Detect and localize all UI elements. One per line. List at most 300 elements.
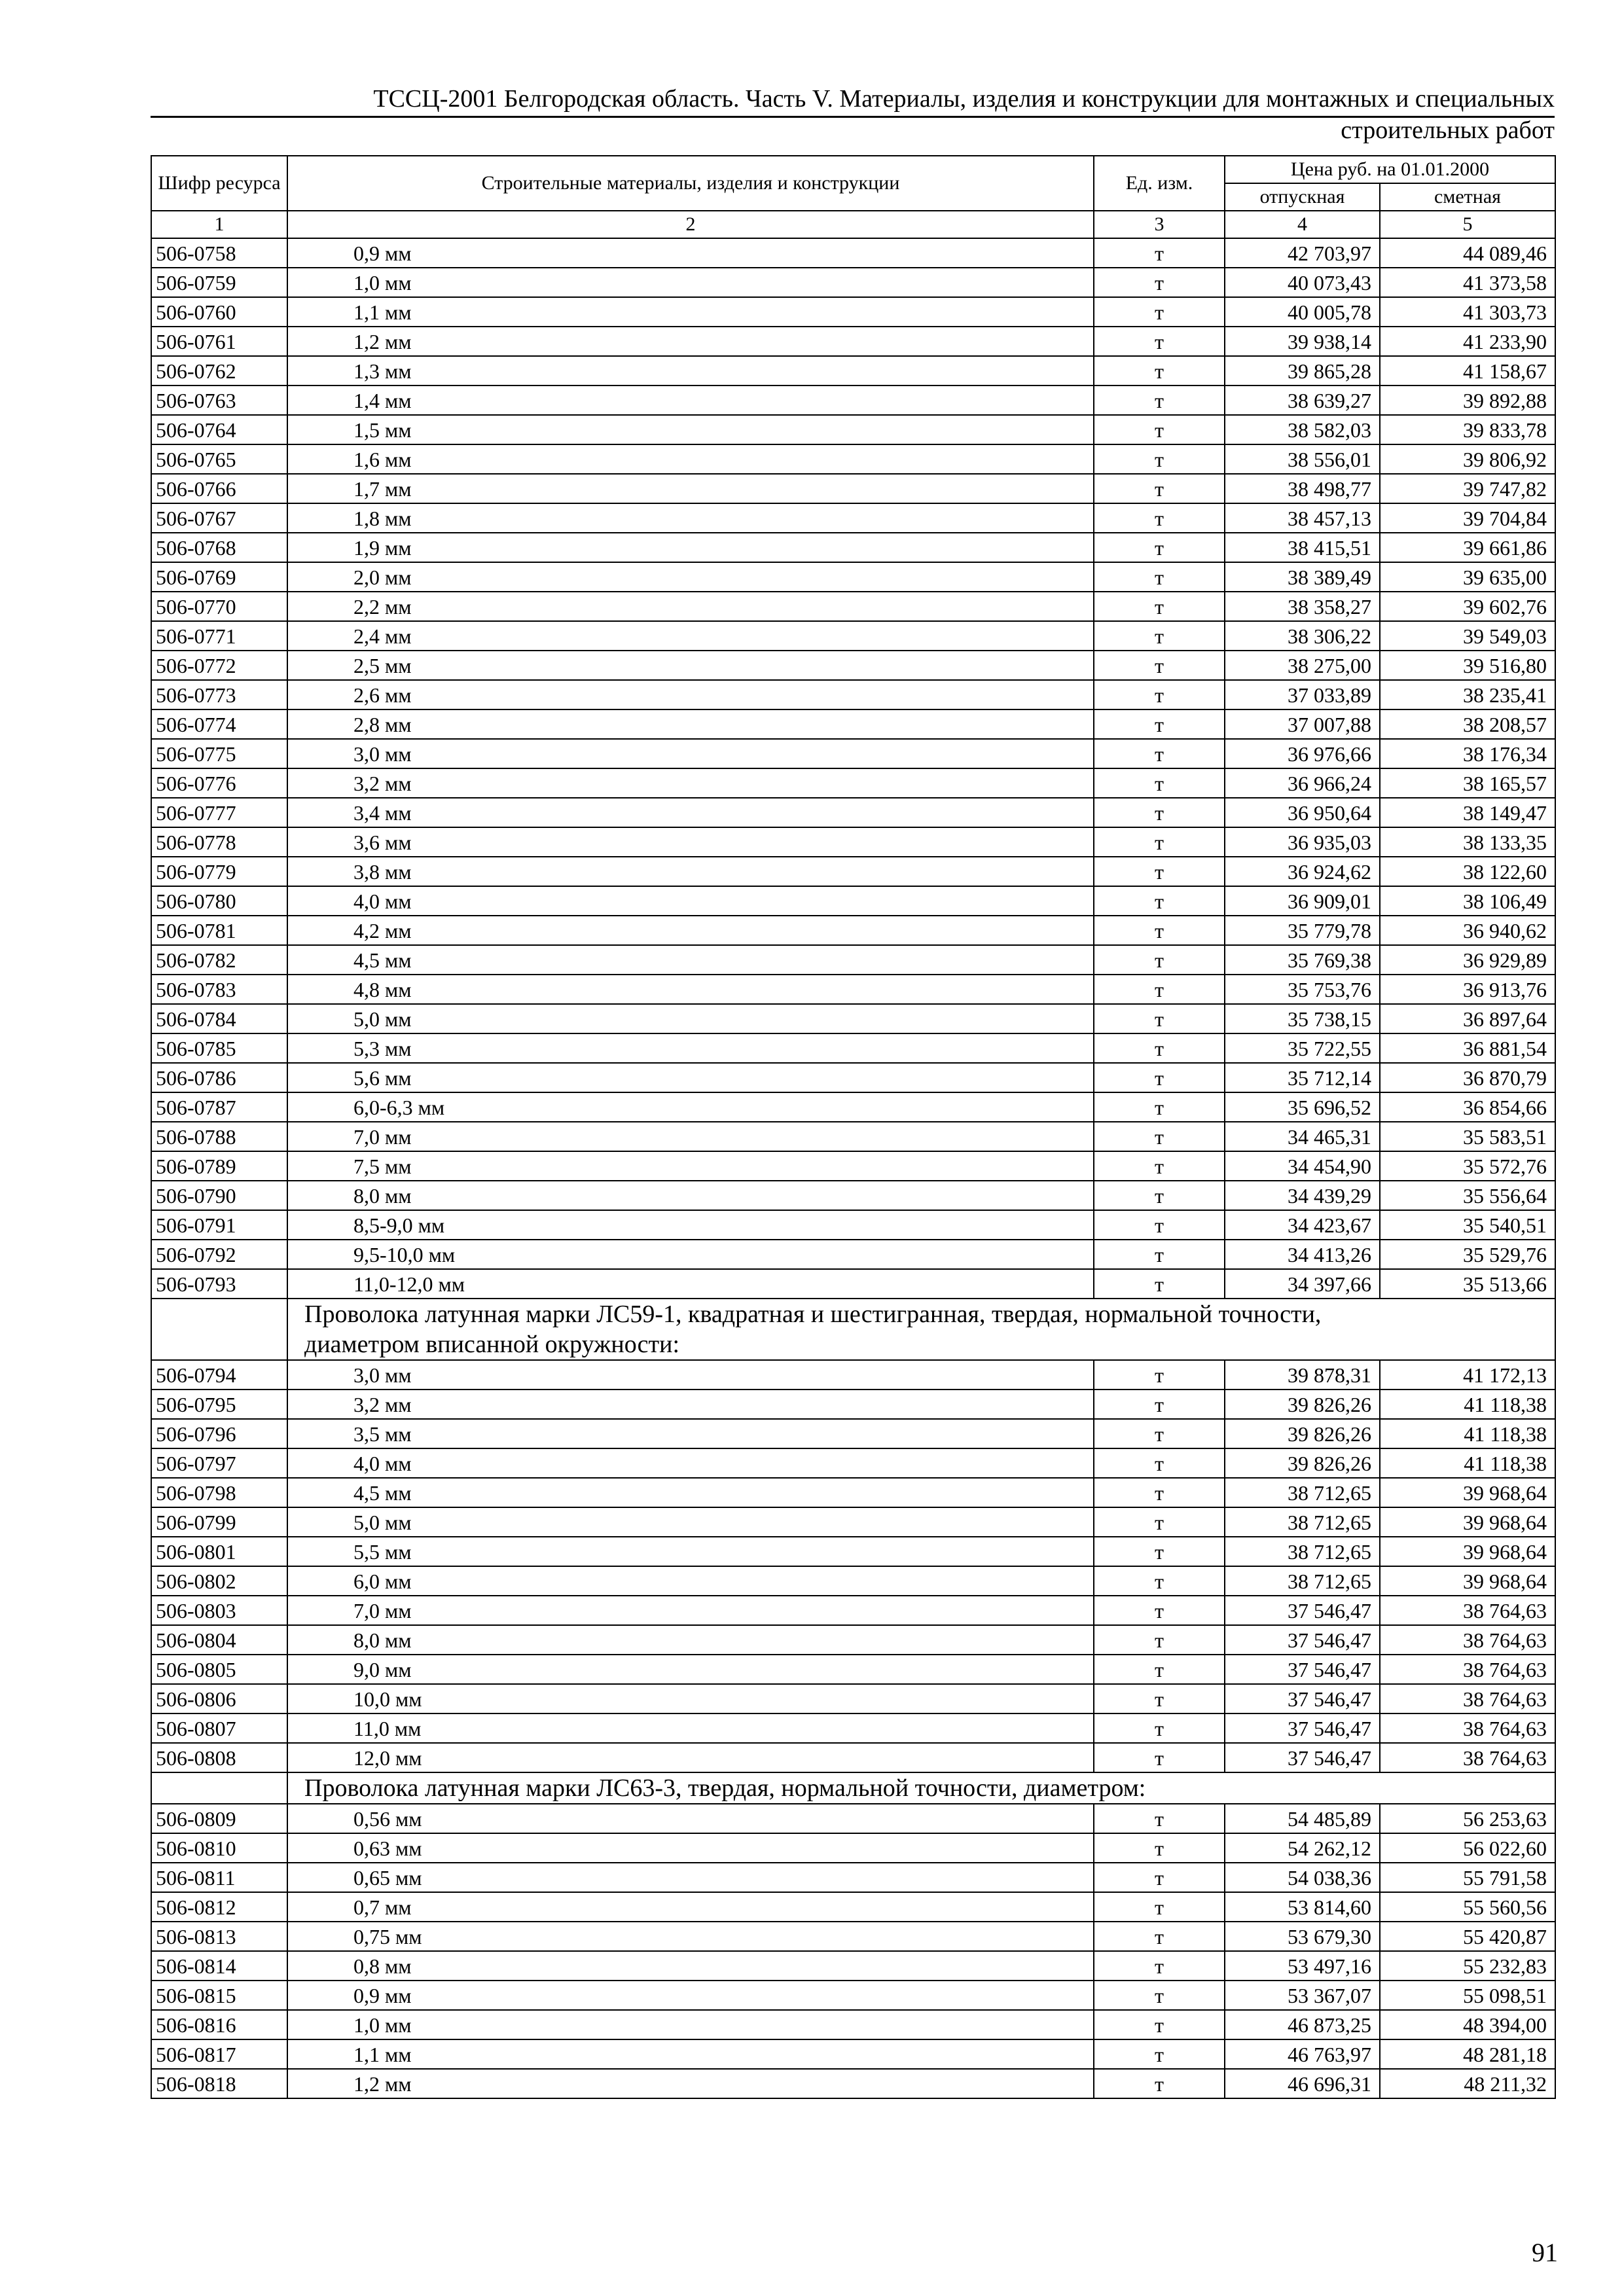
release-price: 42 703,97: [1225, 238, 1380, 268]
material-name: 8,0 мм: [287, 1625, 1094, 1655]
resource-code: 506-0771: [151, 621, 287, 651]
table-row: [151, 1981, 1555, 2010]
resource-code: 506-0793: [151, 1269, 287, 1299]
estimate-price: 38 208,57: [1380, 709, 1555, 739]
release-price: 38 275,00: [1225, 651, 1380, 680]
resource-code: 506-0764: [151, 415, 287, 444]
resource-code: 506-0772: [151, 651, 287, 680]
header-name: Строительные материалы, изделия и конструкции: [287, 156, 1094, 211]
unit-of-measure: т: [1094, 2069, 1225, 2098]
release-price: 40 005,78: [1225, 297, 1380, 327]
release-price: 38 457,13: [1225, 503, 1380, 533]
unit-of-measure: т: [1094, 680, 1225, 709]
unit-of-measure: т: [1094, 1684, 1225, 1713]
resource-code: 506-0804: [151, 1625, 287, 1655]
material-name: 0,75 мм: [287, 1922, 1094, 1951]
resource-code: 506-0813: [151, 1922, 287, 1951]
unit-of-measure: т: [1094, 386, 1225, 415]
estimate-price: 38 235,41: [1380, 680, 1555, 709]
resource-code: 506-0763: [151, 386, 287, 415]
material-name: 4,0 мм: [287, 1448, 1094, 1478]
unit-of-measure: т: [1094, 768, 1225, 798]
estimate-price: 38 149,47: [1380, 798, 1555, 827]
table-row: [151, 562, 1555, 592]
estimate-price: 38 764,63: [1380, 1625, 1555, 1655]
unit-of-measure: т: [1094, 1507, 1225, 1537]
table-row: [151, 1122, 1555, 1151]
material-name: 0,8 мм: [287, 1951, 1094, 1981]
release-price: 53 367,07: [1225, 1981, 1380, 2010]
table-row: [151, 238, 1555, 268]
estimate-price: 48 211,32: [1380, 2069, 1555, 2098]
unit-of-measure: т: [1094, 1269, 1225, 1299]
section-title: Проволока латунная марки ЛС59-1, квадратная и шестигранная, твердая, нормальной точности, диаметром вписанной окружности:: [287, 1299, 1555, 1360]
unit-of-measure: т: [1094, 503, 1225, 533]
release-price: 53 814,60: [1225, 1892, 1380, 1922]
unit-of-measure: т: [1094, 945, 1225, 975]
table-row: [151, 1181, 1555, 1210]
resource-code: 506-0775: [151, 739, 287, 768]
unit-of-measure: т: [1094, 592, 1225, 621]
table-row: [151, 1537, 1555, 1566]
unit-of-measure: т: [1094, 415, 1225, 444]
estimate-price: 38 764,63: [1380, 1743, 1555, 1772]
unit-of-measure: т: [1094, 827, 1225, 857]
release-price: 38 712,65: [1225, 1507, 1380, 1537]
material-name: 1,2 мм: [287, 327, 1094, 356]
material-name: 4,5 мм: [287, 1478, 1094, 1507]
estimate-price: 38 122,60: [1380, 857, 1555, 886]
material-name: 8,5-9,0 мм: [287, 1210, 1094, 1240]
unit-of-measure: т: [1094, 1625, 1225, 1655]
estimate-price: 36 881,54: [1380, 1033, 1555, 1063]
unit-of-measure: т: [1094, 1892, 1225, 1922]
unit-of-measure: т: [1094, 1033, 1225, 1063]
table-row: [151, 709, 1555, 739]
estimate-price: 41 158,67: [1380, 356, 1555, 386]
resource-code: 506-0809: [151, 1804, 287, 1833]
resource-code: 506-0810: [151, 1833, 287, 1863]
table-row: [151, 268, 1555, 297]
release-price: 37 033,89: [1225, 680, 1380, 709]
release-price: 38 712,65: [1225, 1537, 1380, 1566]
estimate-price: 35 583,51: [1380, 1122, 1555, 1151]
estimate-price: 39 968,64: [1380, 1537, 1555, 1566]
resource-code: 506-0769: [151, 562, 287, 592]
unit-of-measure: т: [1094, 916, 1225, 945]
resource-code: 506-0811: [151, 1863, 287, 1892]
estimate-price: 38 106,49: [1380, 886, 1555, 916]
resource-code: 506-0784: [151, 1004, 287, 1033]
estimate-price: 36 897,64: [1380, 1004, 1555, 1033]
release-price: 46 763,97: [1225, 2039, 1380, 2069]
estimate-price: 39 968,64: [1380, 1566, 1555, 1596]
table-row: [151, 1596, 1555, 1625]
release-price: 38 306,22: [1225, 621, 1380, 651]
release-price: 38 358,27: [1225, 592, 1380, 621]
estimate-price: 39 635,00: [1380, 562, 1555, 592]
material-name: 1,1 мм: [287, 2039, 1094, 2069]
release-price: 35 712,14: [1225, 1063, 1380, 1092]
material-name: 4,0 мм: [287, 886, 1094, 916]
estimate-price: 39 806,92: [1380, 444, 1555, 474]
table-row: [151, 798, 1555, 827]
table-row: [151, 1713, 1555, 1743]
resource-code: 506-0796: [151, 1419, 287, 1448]
material-name: 5,5 мм: [287, 1537, 1094, 1566]
material-name: 2,8 мм: [287, 709, 1094, 739]
material-name: 12,0 мм: [287, 1743, 1094, 1772]
resource-code: 506-0807: [151, 1713, 287, 1743]
estimate-price: 38 764,63: [1380, 1713, 1555, 1743]
release-price: 38 639,27: [1225, 386, 1380, 415]
material-name: 7,0 мм: [287, 1596, 1094, 1625]
release-price: 54 262,12: [1225, 1833, 1380, 1863]
section-row: [151, 1772, 1555, 1804]
material-name: 0,9 мм: [287, 238, 1094, 268]
material-name: 2,5 мм: [287, 651, 1094, 680]
resource-code: 506-0785: [151, 1033, 287, 1063]
unit-of-measure: т: [1094, 1448, 1225, 1478]
material-name: 3,4 мм: [287, 798, 1094, 827]
estimate-price: 35 572,76: [1380, 1151, 1555, 1181]
header-code: Шифр ресурса: [151, 156, 287, 211]
unit-of-measure: т: [1094, 1537, 1225, 1566]
estimate-price: 55 791,58: [1380, 1863, 1555, 1892]
table-row: [151, 356, 1555, 386]
document-header-line1: ТССЦ-2001 Белгородская область. Часть V. Материалы, изделия и конструкции для монтажных и специальных: [373, 85, 1555, 113]
release-price: 35 753,76: [1225, 975, 1380, 1004]
resource-code: 506-0761: [151, 327, 287, 356]
estimate-price: 39 661,86: [1380, 533, 1555, 562]
release-price: 34 439,29: [1225, 1181, 1380, 1210]
unit-of-measure: т: [1094, 1122, 1225, 1151]
material-name: 9,5-10,0 мм: [287, 1240, 1094, 1269]
estimate-price: 39 968,64: [1380, 1478, 1555, 1507]
table-row: [151, 1743, 1555, 1772]
release-price: 35 722,55: [1225, 1033, 1380, 1063]
resource-code: 506-0803: [151, 1596, 287, 1625]
material-name: 1,7 мм: [287, 474, 1094, 503]
unit-of-measure: т: [1094, 1566, 1225, 1596]
table-row: [151, 1655, 1555, 1684]
material-name: 1,0 мм: [287, 268, 1094, 297]
estimate-price: 39 833,78: [1380, 415, 1555, 444]
material-name: 8,0 мм: [287, 1181, 1094, 1210]
release-price: 53 679,30: [1225, 1922, 1380, 1951]
unit-of-measure: т: [1094, 1478, 1225, 1507]
material-name: 5,0 мм: [287, 1507, 1094, 1537]
release-price: 36 976,66: [1225, 739, 1380, 768]
material-name: 7,0 мм: [287, 1122, 1094, 1151]
unit-of-measure: т: [1094, 1655, 1225, 1684]
release-price: 38 498,77: [1225, 474, 1380, 503]
material-name: 2,2 мм: [287, 592, 1094, 621]
resource-code: 506-0812: [151, 1892, 287, 1922]
material-name: 1,8 мм: [287, 503, 1094, 533]
release-price: 40 073,43: [1225, 268, 1380, 297]
resource-code: 506-0816: [151, 2010, 287, 2039]
estimate-price: 36 929,89: [1380, 945, 1555, 975]
header-estimate-price: сметная: [1380, 183, 1555, 211]
unit-of-measure: т: [1094, 1063, 1225, 1092]
table-body: [151, 238, 1555, 2098]
section-empty-cell: [151, 1299, 287, 1360]
resource-code: 506-0777: [151, 798, 287, 827]
material-name: 1,0 мм: [287, 2010, 1094, 2039]
release-price: 36 924,62: [1225, 857, 1380, 886]
estimate-price: 35 513,66: [1380, 1269, 1555, 1299]
release-price: 38 582,03: [1225, 415, 1380, 444]
table-row: [151, 945, 1555, 975]
material-name: 0,65 мм: [287, 1863, 1094, 1892]
unit-of-measure: т: [1094, 1922, 1225, 1951]
estimate-price: 39 549,03: [1380, 621, 1555, 651]
release-price: 39 826,26: [1225, 1448, 1380, 1478]
release-price: 34 413,26: [1225, 1240, 1380, 1269]
release-price: 54 485,89: [1225, 1804, 1380, 1833]
material-name: 6,0 мм: [287, 1566, 1094, 1596]
column-index: 4: [1225, 211, 1380, 238]
table-row: [151, 1448, 1555, 1478]
table-row: [151, 916, 1555, 945]
estimate-price: 39 602,76: [1380, 592, 1555, 621]
table-row: [151, 1922, 1555, 1951]
release-price: 39 826,26: [1225, 1419, 1380, 1448]
release-price: 35 696,52: [1225, 1092, 1380, 1122]
resource-code: 506-0782: [151, 945, 287, 975]
material-name: 0,7 мм: [287, 1892, 1094, 1922]
resource-code: 506-0781: [151, 916, 287, 945]
table-row: [151, 1478, 1555, 1507]
release-price: 38 389,49: [1225, 562, 1380, 592]
table-row: [151, 592, 1555, 621]
release-price: 37 546,47: [1225, 1743, 1380, 1772]
estimate-price: 41 233,90: [1380, 327, 1555, 356]
unit-of-measure: т: [1094, 1863, 1225, 1892]
material-name: 11,0-12,0 мм: [287, 1269, 1094, 1299]
material-name: 1,5 мм: [287, 415, 1094, 444]
estimate-price: 56 253,63: [1380, 1804, 1555, 1833]
resource-code: 506-0783: [151, 975, 287, 1004]
unit-of-measure: т: [1094, 2010, 1225, 2039]
table-row: [151, 1240, 1555, 1269]
release-price: 39 938,14: [1225, 327, 1380, 356]
table-row: [151, 680, 1555, 709]
material-name: 2,0 мм: [287, 562, 1094, 592]
estimate-price: 38 176,34: [1380, 739, 1555, 768]
material-name: 0,56 мм: [287, 1804, 1094, 1833]
unit-of-measure: т: [1094, 1419, 1225, 1448]
material-name: 6,0-6,3 мм: [287, 1092, 1094, 1122]
release-price: 34 454,90: [1225, 1151, 1380, 1181]
table-row: [151, 1151, 1555, 1181]
estimate-price: 35 556,64: [1380, 1181, 1555, 1210]
table-row: [151, 857, 1555, 886]
material-name: 1,6 мм: [287, 444, 1094, 474]
estimate-price: 39 892,88: [1380, 386, 1555, 415]
table-row: [151, 2039, 1555, 2069]
material-name: 0,63 мм: [287, 1833, 1094, 1863]
estimate-price: 38 165,57: [1380, 768, 1555, 798]
resource-code: 506-0759: [151, 268, 287, 297]
estimate-price: 35 529,76: [1380, 1240, 1555, 1269]
table-row: [151, 1360, 1555, 1390]
table-row: [151, 2069, 1555, 2098]
table-row: [151, 827, 1555, 857]
resource-code: 506-0776: [151, 768, 287, 798]
resource-code: 506-0818: [151, 2069, 287, 2098]
release-price: 46 696,31: [1225, 2069, 1380, 2098]
unit-of-measure: т: [1094, 444, 1225, 474]
material-name: 3,6 мм: [287, 827, 1094, 857]
resource-code: 506-0786: [151, 1063, 287, 1092]
unit-of-measure: т: [1094, 1981, 1225, 2010]
material-name: 2,4 мм: [287, 621, 1094, 651]
material-name: 10,0 мм: [287, 1684, 1094, 1713]
table-row: [151, 886, 1555, 916]
table-row: [151, 1063, 1555, 1092]
table-row: [151, 474, 1555, 503]
resource-code: 506-0805: [151, 1655, 287, 1684]
material-name: 3,0 мм: [287, 739, 1094, 768]
material-name: 5,6 мм: [287, 1063, 1094, 1092]
resource-code: 506-0767: [151, 503, 287, 533]
release-price: 39 865,28: [1225, 356, 1380, 386]
resource-code: 506-0791: [151, 1210, 287, 1240]
resource-code: 506-0789: [151, 1151, 287, 1181]
unit-of-measure: т: [1094, 1833, 1225, 1863]
unit-of-measure: т: [1094, 238, 1225, 268]
estimate-price: 36 854,66: [1380, 1092, 1555, 1122]
material-name: 1,9 мм: [287, 533, 1094, 562]
estimate-price: 41 118,38: [1380, 1390, 1555, 1419]
resource-code: 506-0766: [151, 474, 287, 503]
material-name: 3,2 мм: [287, 1390, 1094, 1419]
release-price: 38 712,65: [1225, 1566, 1380, 1596]
release-price: 38 556,01: [1225, 444, 1380, 474]
resource-code: 506-0765: [151, 444, 287, 474]
material-name: 1,1 мм: [287, 297, 1094, 327]
material-name: 7,5 мм: [287, 1151, 1094, 1181]
unit-of-measure: т: [1094, 709, 1225, 739]
unit-of-measure: т: [1094, 798, 1225, 827]
table-row: [151, 1684, 1555, 1713]
estimate-price: 44 089,46: [1380, 238, 1555, 268]
unit-of-measure: т: [1094, 1181, 1225, 1210]
material-name: 1,2 мм: [287, 2069, 1094, 2098]
unit-of-measure: т: [1094, 1390, 1225, 1419]
unit-of-measure: т: [1094, 562, 1225, 592]
resource-code: 506-0794: [151, 1360, 287, 1390]
resource-code: 506-0792: [151, 1240, 287, 1269]
resource-code: 506-0797: [151, 1448, 287, 1478]
resource-code: 506-0774: [151, 709, 287, 739]
estimate-price: 41 118,38: [1380, 1419, 1555, 1448]
column-index: 2: [287, 211, 1094, 238]
estimate-price: 55 098,51: [1380, 1981, 1555, 2010]
resource-code: 506-0817: [151, 2039, 287, 2069]
column-index: 1: [151, 211, 287, 238]
table-row: [151, 327, 1555, 356]
table-row: [151, 1625, 1555, 1655]
release-price: 37 546,47: [1225, 1596, 1380, 1625]
release-price: 35 738,15: [1225, 1004, 1380, 1033]
table-row: [151, 1804, 1555, 1833]
resource-code: 506-0762: [151, 356, 287, 386]
material-name: 3,5 мм: [287, 1419, 1094, 1448]
release-price: 53 497,16: [1225, 1951, 1380, 1981]
material-name: 3,2 мм: [287, 768, 1094, 798]
table-row: [151, 444, 1555, 474]
unit-of-measure: т: [1094, 651, 1225, 680]
table-row: [151, 1092, 1555, 1122]
document-header-line2: строительных работ: [1341, 117, 1555, 144]
resource-code: 506-0779: [151, 857, 287, 886]
estimate-price: 56 022,60: [1380, 1833, 1555, 1863]
estimate-price: 48 394,00: [1380, 2010, 1555, 2039]
material-name: 4,2 мм: [287, 916, 1094, 945]
resource-code: 506-0787: [151, 1092, 287, 1122]
resource-code: 506-0780: [151, 886, 287, 916]
unit-of-measure: т: [1094, 739, 1225, 768]
table-row: [151, 1951, 1555, 1981]
release-price: 37 546,47: [1225, 1655, 1380, 1684]
estimate-price: 39 516,80: [1380, 651, 1555, 680]
resource-code: 506-0790: [151, 1181, 287, 1210]
unit-of-measure: т: [1094, 975, 1225, 1004]
release-price: 34 423,67: [1225, 1210, 1380, 1240]
unit-of-measure: т: [1094, 1713, 1225, 1743]
table-row: [151, 1892, 1555, 1922]
table-row: [151, 975, 1555, 1004]
unit-of-measure: т: [1094, 356, 1225, 386]
table-row: [151, 1269, 1555, 1299]
estimate-price: 38 764,63: [1380, 1655, 1555, 1684]
resource-code: 506-0773: [151, 680, 287, 709]
resource-code: 506-0778: [151, 827, 287, 857]
table-row: [151, 1419, 1555, 1448]
release-price: 37 546,47: [1225, 1684, 1380, 1713]
resource-code: 506-0815: [151, 1981, 287, 2010]
estimate-price: 39 968,64: [1380, 1507, 1555, 1537]
table-row: [151, 621, 1555, 651]
release-price: 35 769,38: [1225, 945, 1380, 975]
unit-of-measure: т: [1094, 621, 1225, 651]
table-row: [151, 1004, 1555, 1033]
estimate-price: 38 133,35: [1380, 827, 1555, 857]
resource-code: 506-0770: [151, 592, 287, 621]
release-price: 36 950,64: [1225, 798, 1380, 827]
table-row: [151, 386, 1555, 415]
resource-code: 506-0806: [151, 1684, 287, 1713]
table-row: [151, 533, 1555, 562]
resource-code: 506-0802: [151, 1566, 287, 1596]
estimate-price: 38 764,63: [1380, 1596, 1555, 1625]
material-name: 5,0 мм: [287, 1004, 1094, 1033]
estimate-price: 41 373,58: [1380, 268, 1555, 297]
release-price: 36 935,03: [1225, 827, 1380, 857]
table-row: [151, 768, 1555, 798]
material-name: 3,0 мм: [287, 1360, 1094, 1390]
estimate-price: 48 281,18: [1380, 2039, 1555, 2069]
unit-of-measure: т: [1094, 268, 1225, 297]
estimate-price: 39 747,82: [1380, 474, 1555, 503]
estimate-price: 36 913,76: [1380, 975, 1555, 1004]
material-name: 9,0 мм: [287, 1655, 1094, 1684]
table-row: [151, 415, 1555, 444]
resource-code: 506-0798: [151, 1478, 287, 1507]
